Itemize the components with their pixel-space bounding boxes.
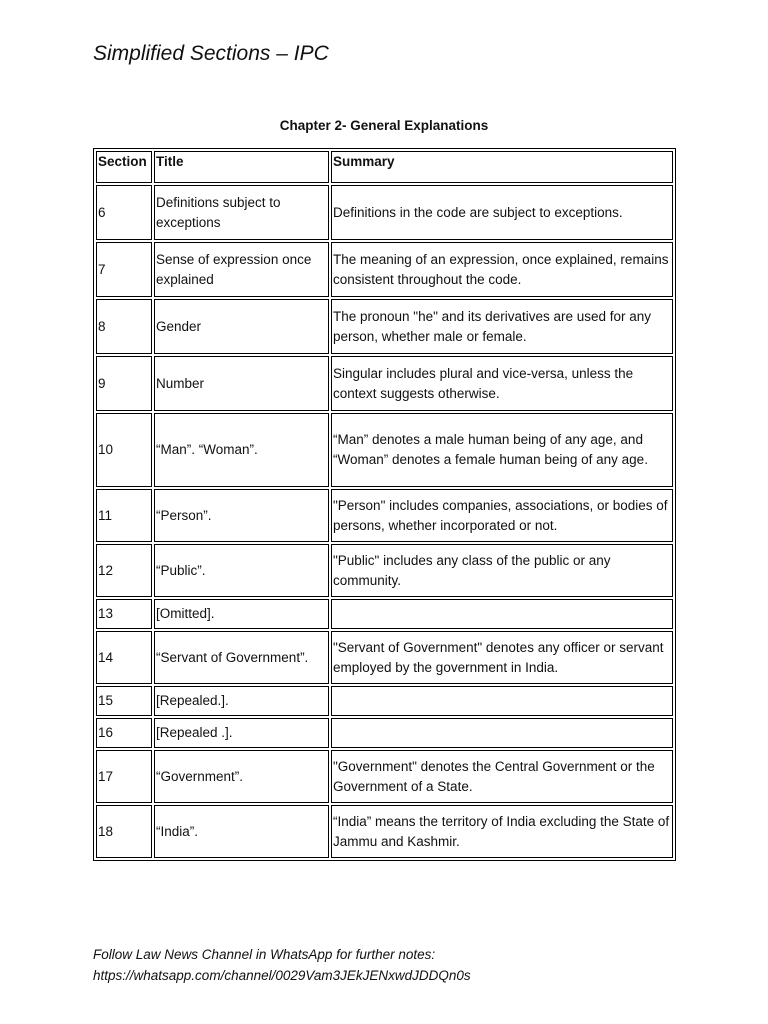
section-title: “Government”.	[154, 750, 329, 803]
section-title: [Repealed .].	[154, 718, 329, 748]
section-summary	[331, 686, 673, 716]
table-row	[96, 544, 673, 597]
section-title: “Person”.	[154, 489, 329, 542]
section-number: 11	[96, 489, 152, 542]
table-row	[96, 718, 673, 748]
section-summary: “India” means the territory of India excluding the State of Jammu and Kashmir.	[331, 805, 673, 858]
footer-line: Follow Law News Channel in WhatsApp for further notes:	[93, 947, 436, 962]
section-number: 17	[96, 750, 152, 803]
table-row	[96, 686, 673, 716]
header-section: Section	[96, 151, 152, 183]
section-summary: "Servant of Government" denotes any officer or servant employed by the government in India.	[331, 631, 673, 684]
document-title: Simplified Sections – IPC	[93, 42, 329, 65]
section-title: Definitions subject to exceptions	[154, 185, 329, 240]
section-number: 10	[96, 413, 152, 487]
section-summary	[331, 599, 673, 629]
table-header-row	[96, 151, 673, 183]
section-title: [Omitted].	[154, 599, 329, 629]
section-summary	[331, 718, 673, 748]
chapter-heading: Chapter 2- General Explanations	[279, 118, 489, 133]
table-row	[96, 631, 673, 684]
section-number: 6	[96, 185, 152, 240]
table-row	[96, 413, 673, 487]
section-title: “Public”.	[154, 544, 329, 597]
table-row	[96, 599, 673, 629]
section-title: Sense of expression once explained	[154, 242, 329, 297]
footer-note	[93, 944, 471, 986]
table-row	[96, 299, 673, 354]
section-title: [Repealed.].	[154, 686, 329, 716]
table-row	[96, 489, 673, 542]
sections-table	[93, 148, 676, 861]
section-summary: "Person" includes companies, associations, or bodies of persons, whether incorporated or not.	[331, 489, 673, 542]
section-number: 14	[96, 631, 152, 684]
section-number: 13	[96, 599, 152, 629]
table-row	[96, 185, 673, 240]
header-title: Title	[154, 151, 329, 183]
section-number: 15	[96, 686, 152, 716]
section-number: 7	[96, 242, 152, 297]
header-summary: Summary	[331, 151, 673, 183]
section-summary: Definitions in the code are subject to exceptions.	[331, 185, 673, 240]
section-title: Number	[154, 356, 329, 411]
table-row	[96, 750, 673, 803]
section-summary: “Man” denotes a male human being of any age, and “Woman” denotes a female human being of any age.	[331, 413, 673, 487]
table-row	[96, 242, 673, 297]
section-summary: Singular includes plural and vice-versa, unless the context suggests otherwise.	[331, 356, 673, 411]
section-number: 8	[96, 299, 152, 354]
section-summary: The meaning of an expression, once explained, remains consistent throughout the code.	[331, 242, 673, 297]
section-title: “India”.	[154, 805, 329, 858]
section-title: “Man”. “Woman”.	[154, 413, 329, 487]
section-number: 9	[96, 356, 152, 411]
section-number: 18	[96, 805, 152, 858]
section-number: 12	[96, 544, 152, 597]
section-summary: "Public" includes any class of the public or any community.	[331, 544, 673, 597]
footer-link[interactable]: https://whatsapp.com/channel/0029Vam3JEkJENxwdJDDQn0s	[93, 968, 471, 983]
section-title: “Servant of Government”.	[154, 631, 329, 684]
section-summary: The pronoun "he" and its derivatives are used for any person, whether male or female.	[331, 299, 673, 354]
section-summary: "Government" denotes the Central Government or the Government of a State.	[331, 750, 673, 803]
section-number: 16	[96, 718, 152, 748]
section-title: Gender	[154, 299, 329, 354]
table-row	[96, 805, 673, 858]
table-row	[96, 356, 673, 411]
